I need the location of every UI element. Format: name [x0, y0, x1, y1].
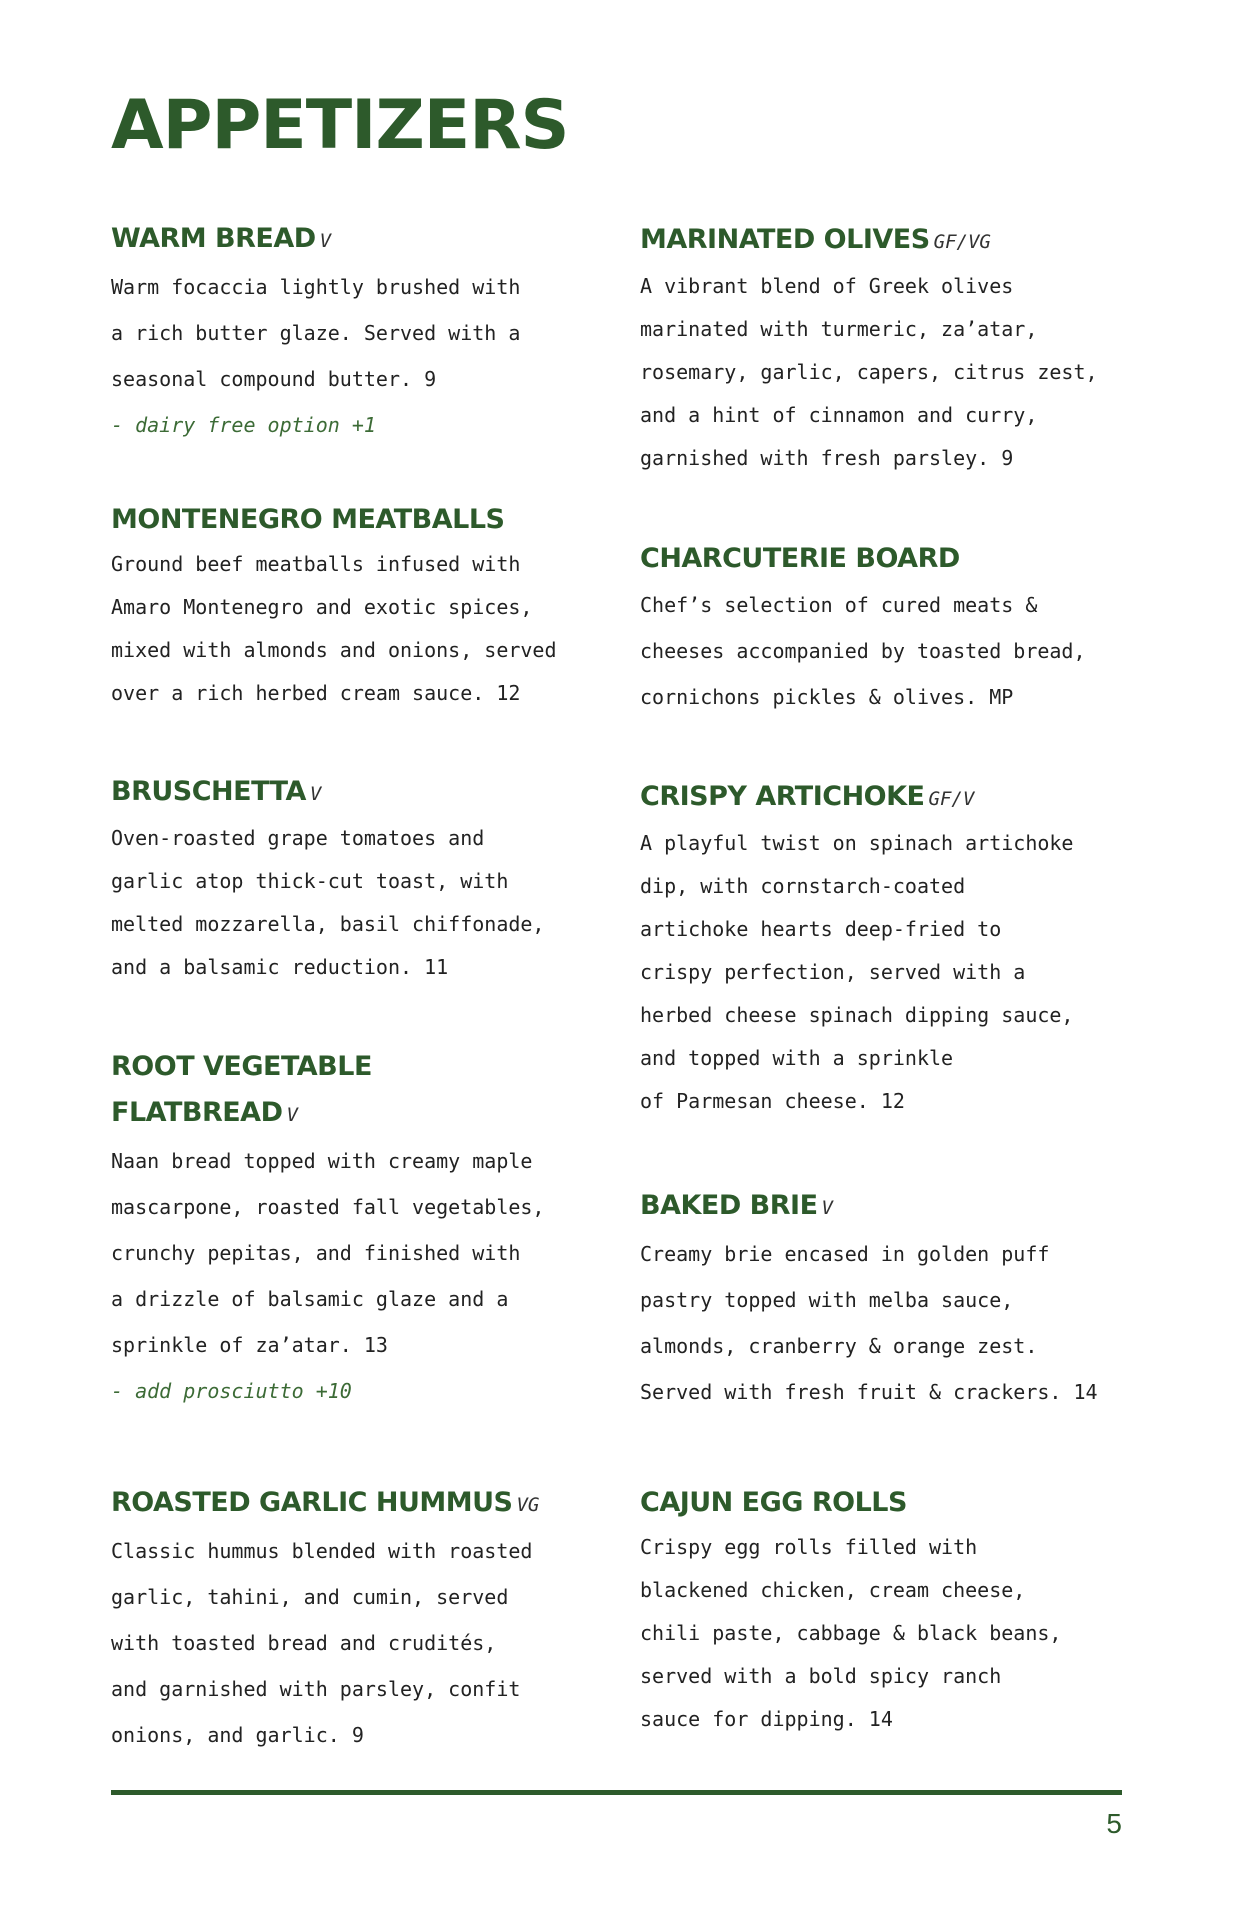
item-name: WARM BREAD — [111, 223, 316, 254]
page-title: APPETIZERS — [111, 86, 569, 165]
item-heading — [640, 217, 1140, 265]
menu-item-montenegro-meatballs — [111, 497, 611, 715]
menu-item-marinated-olives — [640, 217, 1140, 480]
item-note: - dairy free option +1 — [111, 413, 376, 437]
dietary-tag: VG — [516, 1494, 540, 1516]
item-heading — [111, 1480, 611, 1528]
item-name: MONTENEGRO MEATBALLS — [111, 504, 505, 535]
item-description: Ground beef meatballs infused with Amaro Montenegro and exotic spices, mixed with almonds and onions, served over a rich herbed cream sauce. 12 — [111, 552, 557, 705]
menu-item-crispy-artichoke — [640, 774, 1140, 1123]
dietary-tag: V — [821, 1197, 833, 1219]
item-description: Creamy brie encased in golden puff pastry topped with melba sauce, almonds, cranberry & orange zest. Served with fresh fruit & crackers. 14 — [640, 1242, 1098, 1404]
item-note: - add prosciutto +10 — [111, 1379, 352, 1403]
dietary-tag: V — [286, 1104, 298, 1126]
dietary-tag: V — [309, 783, 322, 805]
item-heading — [111, 497, 611, 543]
page-number: 5 — [1106, 1808, 1122, 1839]
menu-item-root-vegetable-flatbread — [111, 1044, 611, 1414]
item-description: Naan bread topped with creamy maple mascarpone, roasted fall vegetables, crunchy pepitas, and finished with a drizzle of balsamic glaze and a sprinkle of za’atar. 13 — [111, 1149, 545, 1357]
item-name: ROASTED GARLIC HUMMUS — [111, 1487, 513, 1518]
item-description: A vibrant blend of Greek olives marinated with turmeric, za’atar, rosemary, garlic, capers, citrus zest, and a hint of cinnamon and curry, garnished with fresh parsley. 9 — [640, 274, 1098, 470]
item-name: CAJUN EGG ROLLS — [640, 1487, 907, 1518]
item-heading — [640, 1183, 1140, 1231]
item-name: ROOT VEGETABLE FLATBREAD — [111, 1051, 372, 1128]
footer-divider — [111, 1790, 1122, 1795]
item-description: Chef’s selection of cured meats & cheeses accompanied by toasted bread, cornichons pickles & olives. MP — [640, 593, 1086, 709]
item-name: BRUSCHETTA — [111, 776, 306, 807]
dietary-tag: GF/VG — [933, 231, 991, 253]
item-name: CRISPY ARTICHOKE — [640, 781, 925, 812]
item-heading — [111, 769, 611, 817]
item-heading — [640, 1480, 1140, 1526]
item-description: A playful twist on spinach artichoke dip, with cornstarch-coated artichoke hearts deep-fried to crispy perfection, served with a herbed cheese spinach dipping sauce, and topped with a sprinkle of Parmesan cheese. 12 — [640, 831, 1074, 1113]
menu-item-warm-bread — [111, 216, 611, 448]
menu-item-bruschetta — [111, 769, 611, 989]
item-name: MARINATED OLIVES — [640, 224, 930, 255]
item-heading — [111, 1044, 611, 1138]
item-description: Classic hummus blended with roasted garlic, tahini, and cumin, served with toasted bread and crudités, and garnished with parsley, confit onions, and garlic. 9 — [111, 1539, 533, 1747]
item-description: Crispy egg rolls filled with blackened chicken, cream cheese, chili paste, cabbage & black beans, served with a bold spicy ranch sauce for dipping. 14 — [640, 1535, 1062, 1731]
item-heading — [640, 536, 1140, 582]
dietary-tag: GF/V — [928, 788, 975, 810]
item-heading — [111, 216, 611, 264]
item-description: Warm focaccia lightly brushed with a rich butter glaze. Served with a seasonal compound butter. 9 — [111, 275, 521, 391]
dietary-tag: V — [319, 230, 332, 252]
item-heading — [640, 774, 1140, 822]
item-name: CHARCUTERIE BOARD — [640, 543, 960, 574]
menu-item-baked-brie — [640, 1183, 1140, 1415]
menu-item-charcuterie-board — [640, 536, 1140, 720]
menu-item-cajun-egg-rolls — [640, 1480, 1140, 1741]
item-description: Oven-roasted grape tomatoes and garlic atop thick-cut toast, with melted mozzarella, basil chiffonade, and a balsamic reduction. 11 — [111, 826, 545, 979]
menu-item-roasted-garlic-hummus — [111, 1480, 611, 1758]
item-name: BAKED BRIE — [640, 1190, 818, 1221]
